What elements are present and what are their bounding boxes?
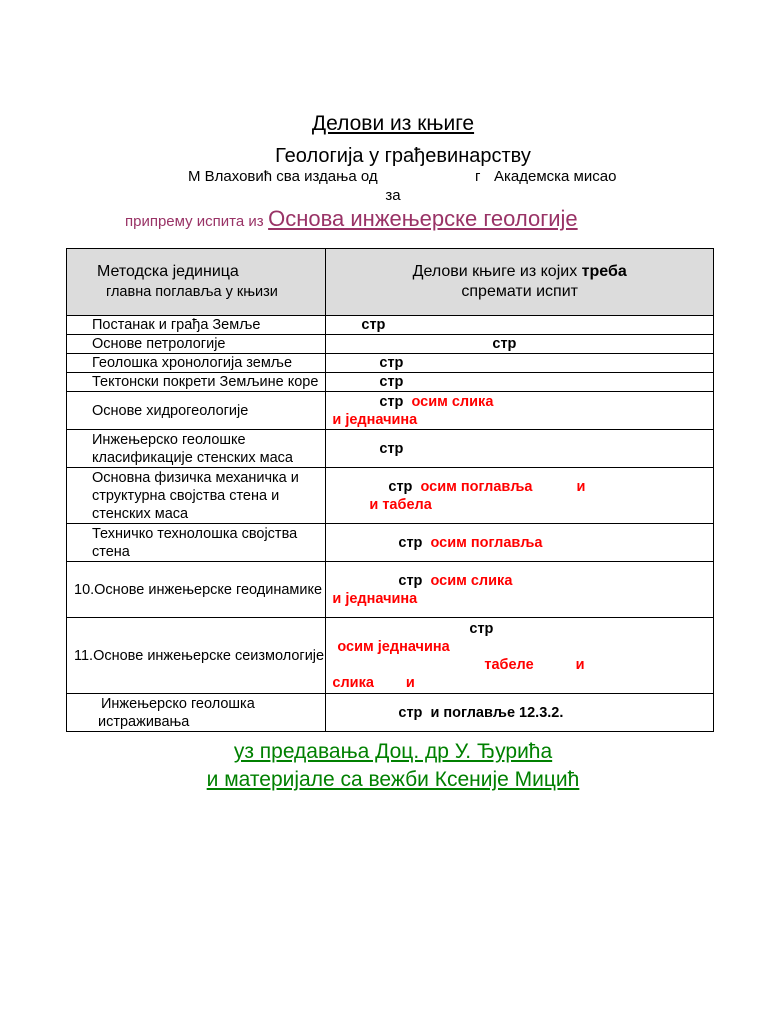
table-row [67, 392, 714, 430]
unit-cell: Основна физичка механичка и структурна својства стена и стенских маса [67, 468, 326, 524]
unit-cell: Техничко технолошка својства стена [67, 524, 326, 562]
footer-exercises: и материјале са вежби Ксеније Мицић [206, 768, 580, 791]
pages-cell: стр [326, 316, 714, 335]
col1-header-line2: главна поглавља у књизи [106, 284, 278, 300]
table-row [67, 524, 714, 562]
pages-cell: стр [326, 354, 714, 373]
col2-header-bold: треба [581, 263, 627, 280]
unit-cell: Основе хидрогеологије [67, 392, 326, 430]
table-row [67, 694, 714, 732]
col2-header [326, 249, 714, 316]
year-suffix: г [475, 168, 481, 185]
col2-header-line2: спремати испит [461, 283, 578, 300]
table-row [67, 562, 714, 618]
pages-cell: стр [326, 335, 714, 354]
table-row [67, 335, 714, 354]
unit-cell: 11.Основе инжењерске сеизмологије [67, 618, 326, 694]
table-header-row [67, 249, 714, 316]
table-row [67, 354, 714, 373]
table-row [67, 316, 714, 335]
pages-cell: стр осим поглавља и и табела [326, 468, 714, 524]
unit-cell: Геолошка хронологија земље [67, 354, 326, 373]
col2-header-line1: Делови књиге из којих [412, 263, 582, 280]
pages-cell: стр осим једначина табеле и слика и [326, 618, 714, 694]
unit-cell: 10.Основе инжењерске геодинамике [67, 562, 326, 618]
table-row [67, 468, 714, 524]
pages-cell: стр [326, 373, 714, 392]
pages-cell: стр [326, 430, 714, 468]
pages-cell: стр осим поглавља [326, 524, 714, 562]
table-row [67, 430, 714, 468]
exam-prep-line [125, 206, 578, 232]
unit-cell: Тектонски покрети Земљине коре [67, 373, 326, 392]
za-text: за [385, 187, 401, 204]
chapters-table [66, 248, 714, 732]
col1-header [67, 249, 326, 316]
pages-cell: стр и поглавље 12.3.2. [326, 694, 714, 732]
unit-cell: Инжењерско геолошке класификације стенских маса [67, 430, 326, 468]
pages-cell: стр осим слика и једначина [326, 392, 714, 430]
unit-cell: Инжењерско геолошка истраживања [67, 694, 326, 732]
author-edition: М Влаховић сва издања од [188, 168, 378, 185]
table-row [67, 618, 714, 694]
course-name: Основа инжењерске геологије [268, 206, 578, 231]
footer-lecturer: уз предавања Доц. др У. Ђурића [233, 740, 553, 763]
prep-prefix: припрему испита из [125, 213, 264, 230]
pages-cell: стр осим слика и једначина [326, 562, 714, 618]
unit-cell: Постанак и грађа Земље [67, 316, 326, 335]
col1-header-line1: Методска јединица [97, 263, 239, 280]
book-title: Геологија у грађевинарству [275, 145, 531, 167]
unit-cell: Основе петрологије [67, 335, 326, 354]
publisher: Академска мисао [494, 168, 617, 185]
table-row [67, 373, 714, 392]
document-title: Делови из књиге [311, 112, 475, 135]
